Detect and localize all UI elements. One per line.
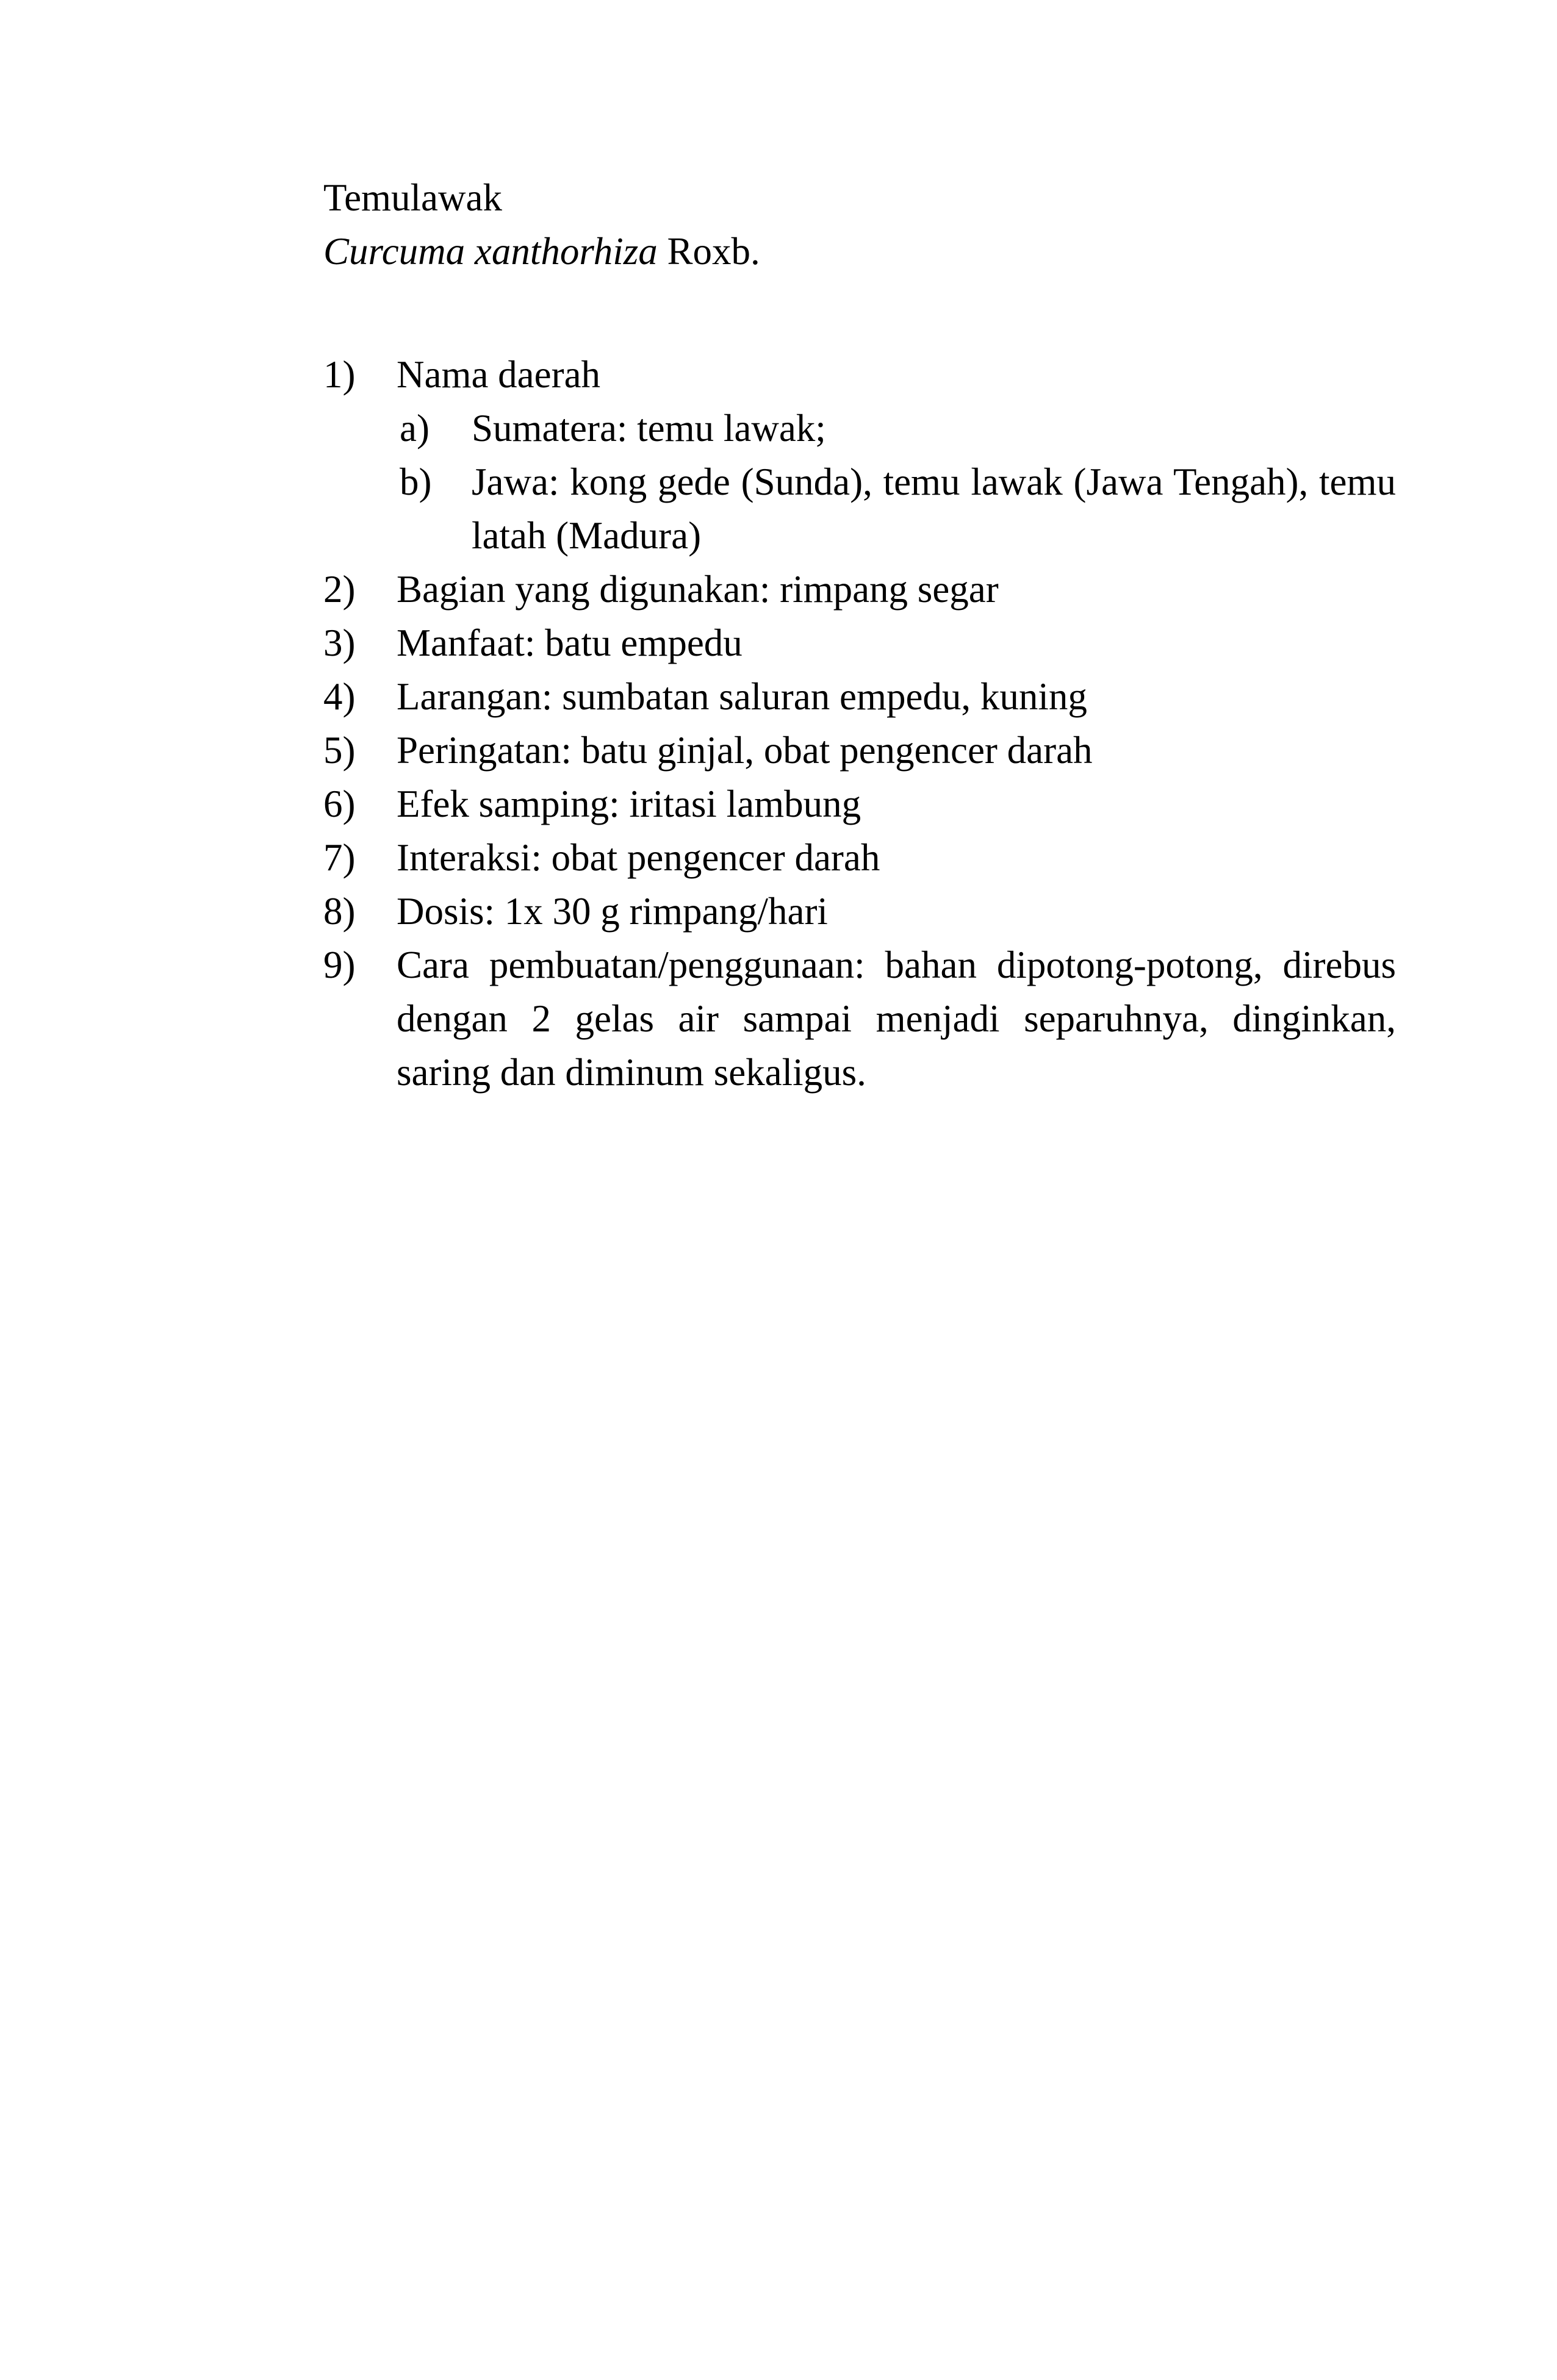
list-item-body bbox=[397, 723, 1396, 777]
list-item-body bbox=[397, 616, 1396, 670]
list-item bbox=[323, 348, 1396, 562]
list-item-marker: 2) bbox=[323, 568, 356, 611]
list-item-text: Nama daerah bbox=[397, 353, 601, 396]
list-item-body bbox=[397, 670, 1396, 723]
list-item-text: Manfaat: batu empedu bbox=[397, 622, 743, 664]
list-item-text: Larangan: sumbatan saluran empedu, kuning bbox=[397, 675, 1087, 718]
list-item-text: Dosis: 1x 30 g rimpang/hari bbox=[397, 890, 828, 933]
list-item-marker: 8) bbox=[323, 890, 356, 933]
sub-list-item-text: Sumatera: temu lawak; bbox=[472, 407, 826, 450]
list-item-body bbox=[397, 562, 1396, 616]
sub-list-item-text: Jawa: kong gede (Sunda), temu lawak (Jawa Tengah), temu latah (Madura) bbox=[472, 461, 1396, 557]
list-item-text: Peringatan: batu ginjal, obat pengencer darah bbox=[397, 729, 1093, 772]
list-item-marker: 5) bbox=[323, 729, 356, 772]
list-item bbox=[323, 884, 1396, 938]
list-item bbox=[323, 616, 1396, 670]
title-list-gap bbox=[323, 278, 1396, 348]
list-item-body bbox=[397, 884, 1396, 938]
species-name: Curcuma xanthorhiza bbox=[323, 230, 658, 273]
list-item-marker: 7) bbox=[323, 836, 356, 879]
list-item bbox=[323, 562, 1396, 616]
list-item bbox=[323, 777, 1396, 831]
numbered-list bbox=[323, 348, 1396, 1099]
page-title: Temulawak bbox=[323, 176, 502, 219]
sub-list-item bbox=[400, 455, 1396, 562]
list-item bbox=[323, 831, 1396, 884]
sub-list-item bbox=[400, 401, 1396, 455]
list-item-marker: 1) bbox=[323, 353, 356, 396]
species-line bbox=[323, 224, 1396, 278]
list-item-text: Bagian yang digunakan: rimpang segar bbox=[397, 568, 999, 611]
title-block bbox=[323, 171, 1396, 278]
list-item-body bbox=[397, 831, 1396, 884]
list-item-marker: 3) bbox=[323, 622, 356, 664]
list-item bbox=[323, 723, 1396, 777]
list-item bbox=[323, 938, 1396, 1099]
list-item bbox=[323, 670, 1396, 723]
list-item-marker: 6) bbox=[323, 783, 356, 825]
list-item-body bbox=[397, 348, 1396, 562]
list-item-text: Efek samping: iritasi lambung bbox=[397, 783, 861, 825]
list-item-body bbox=[397, 938, 1396, 1099]
list-item-body bbox=[397, 777, 1396, 831]
sub-list-item-marker: b) bbox=[400, 461, 432, 503]
list-item-text: Interaksi: obat pengencer darah bbox=[397, 836, 880, 879]
species-author: Roxb. bbox=[657, 230, 760, 273]
list-item-marker: 9) bbox=[323, 944, 356, 986]
list-item-marker: 4) bbox=[323, 675, 356, 718]
list-item-text: Cara pembuatan/penggunaan: bahan dipotong-potong, direbus dengan 2 gelas air sampai menjadi separuhnya, dinginkan, saring dan diminum sekaligus. bbox=[397, 944, 1396, 1094]
sub-list-item-marker: a) bbox=[400, 407, 430, 450]
